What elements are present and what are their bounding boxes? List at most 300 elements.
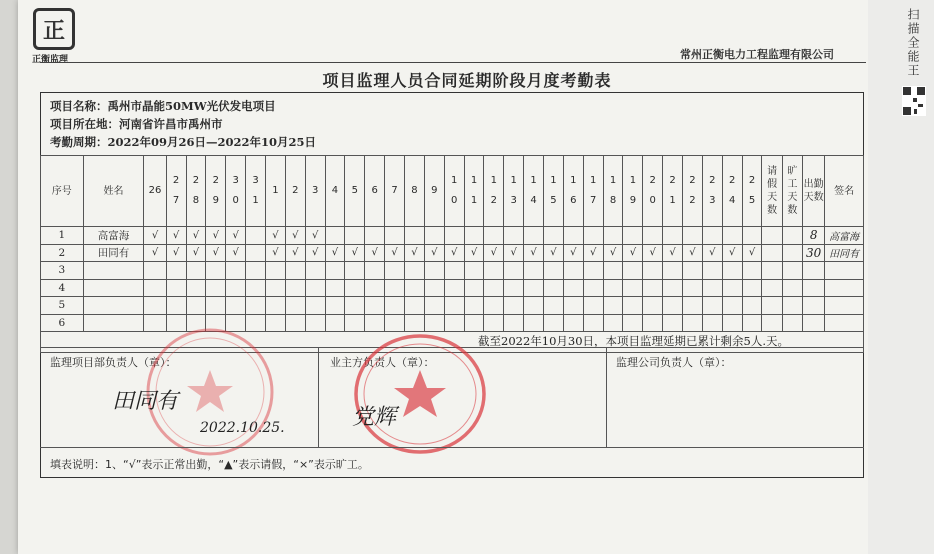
day-mark: √ [365,244,385,262]
day-mark [325,314,345,332]
day-mark [464,279,484,297]
day-mark [464,262,484,280]
day-mark [385,227,405,245]
logo-glyph: 正 [42,18,65,44]
row-present: 8 [803,227,825,245]
day-mark: √ [643,244,663,262]
header-day [186,156,206,227]
table-row [41,279,864,297]
day-mark [623,297,643,315]
day-label: 22 [689,175,696,206]
row-sign [825,297,864,315]
header-day [603,156,623,227]
day-mark [365,314,385,332]
day-mark [385,314,405,332]
day-mark: √ [663,244,683,262]
project-location: 项目所在地：河南省许昌市禹州市 [50,117,223,131]
day-mark [246,244,266,262]
day-mark [325,227,345,245]
header-day [623,156,643,227]
row-absent [782,297,802,315]
row-seq: 1 [41,227,84,245]
header-present: 出勤天数 [803,156,825,227]
day-mark [186,279,206,297]
row-leave [762,244,782,262]
day-label: 4 [331,185,339,196]
day-mark [623,279,643,297]
row-leave [762,314,782,332]
day-mark: √ [305,244,325,262]
day-mark [524,227,544,245]
day-mark [683,279,703,297]
day-mark [544,314,564,332]
day-label: 5 [351,185,359,196]
header-day [683,156,703,227]
day-mark [583,279,603,297]
day-mark [345,297,365,315]
day-label: 1 [272,185,279,196]
day-mark: √ [186,244,206,262]
day-mark [424,262,444,280]
day-label: 20 [649,175,656,206]
day-mark [544,279,564,297]
summary-text: 截至2022年10月30日，本项目监理延期已累计剩余5人.天。 [478,334,790,348]
day-mark [206,279,226,297]
day-mark [742,279,762,297]
row-absent [782,244,802,262]
header-day [544,156,564,227]
day-mark [305,297,325,315]
day-mark [444,297,464,315]
day-label: 25 [748,175,756,206]
header-day [405,156,425,227]
day-mark: √ [544,244,564,262]
document-title: 项目监理人员合同延期阶段月度考勤表 [322,71,612,90]
row-absent [782,227,802,245]
header-day [504,156,524,227]
header-day [166,156,186,227]
day-mark [325,297,345,315]
day-mark [444,314,464,332]
header-day [583,156,603,227]
day-mark [563,227,583,245]
row-name [83,314,144,332]
day-label: 24 [728,175,736,206]
day-mark [524,279,544,297]
row-present [803,297,825,315]
day-mark: √ [226,227,246,245]
day-mark [603,279,623,297]
day-mark [464,314,484,332]
header-day [325,156,345,227]
day-mark: √ [166,227,186,245]
day-mark: √ [206,244,226,262]
header-day [524,156,544,227]
day-mark [563,279,583,297]
day-mark [484,297,504,315]
day-mark [345,262,365,280]
signature-col-divider-1 [318,347,319,447]
day-mark [385,297,405,315]
row-name: 田同有 [83,244,144,262]
row-leave [762,279,782,297]
day-mark [683,297,703,315]
day-mark: √ [345,244,365,262]
day-label: 15 [550,175,557,206]
day-mark: √ [385,244,405,262]
day-mark [563,262,583,280]
row-sign: 田同有 [825,244,864,262]
supervisor-signature: 田同有 [112,389,179,414]
day-mark [583,227,603,245]
day-mark: √ [405,244,425,262]
header-day [144,156,166,227]
owner-signature: 党辉 [352,405,397,430]
day-mark [444,262,464,280]
day-label: 3 [311,185,319,196]
day-mark: √ [563,244,583,262]
day-mark [643,279,663,297]
header-seq: 序号 [41,156,84,227]
row-absent [782,262,802,280]
day-mark [444,279,464,297]
day-mark: √ [603,244,623,262]
day-mark [246,279,266,297]
row-name [83,262,144,280]
header-day [722,156,742,227]
day-mark [305,279,325,297]
day-mark: √ [702,244,722,262]
day-mark [603,297,623,315]
row-present [803,262,825,280]
day-mark [484,279,504,297]
day-mark [186,262,206,280]
day-mark [504,297,524,315]
day-mark [464,227,484,245]
day-mark [206,297,226,315]
day-mark [504,279,524,297]
day-mark [144,279,166,297]
day-label: 2 [292,185,299,196]
day-mark [643,297,663,315]
day-mark [424,227,444,245]
day-mark [265,262,285,280]
header-day [385,156,405,227]
owner-stamp [350,330,490,460]
day-mark [603,314,623,332]
day-label: 7 [391,185,398,196]
row-leave [762,297,782,315]
day-mark [683,262,703,280]
day-mark [484,262,504,280]
day-mark [643,262,663,280]
day-mark: √ [524,244,544,262]
day-mark [226,279,246,297]
day-label: 23 [709,175,716,206]
day-mark [325,262,345,280]
day-mark [722,297,742,315]
row-leave [762,262,782,280]
day-mark [544,262,564,280]
day-label: 18 [609,175,617,206]
day-mark [464,297,484,315]
day-mark [144,297,166,315]
day-mark: √ [742,244,762,262]
scanner-watermark: 扫描全能王 [906,8,920,78]
row-sign [825,314,864,332]
day-mark [166,279,186,297]
day-mark [365,279,385,297]
header-day [464,156,484,227]
day-mark [544,297,564,315]
day-mark: √ [464,244,484,262]
day-mark [623,262,643,280]
day-mark [702,262,722,280]
day-mark [186,297,206,315]
day-mark [663,314,683,332]
day-mark: √ [722,244,742,262]
owner-label: 业主方负责人（章）： [330,356,435,369]
day-mark [683,227,703,245]
day-mark [345,314,365,332]
supervisor-label: 监理项目部负责人（章）： [50,356,177,369]
day-mark [285,262,305,280]
day-mark: √ [325,244,345,262]
header-sign: 签名 [825,156,864,227]
day-mark [405,279,425,297]
day-mark [246,227,266,245]
day-mark: √ [186,227,206,245]
attendance-period: 考勤周期：2022年09月26日—2022年10月25日 [50,135,317,149]
day-label: 29 [212,175,220,206]
day-mark [285,279,305,297]
day-mark [405,297,425,315]
row-seq: 4 [41,279,84,297]
row-name [83,297,144,315]
day-mark [365,262,385,280]
row-seq: 6 [41,314,84,332]
day-mark [702,314,722,332]
row-sign: 高富海 [825,227,864,245]
day-label: 27 [172,175,180,206]
day-mark: √ [144,244,166,262]
day-mark [285,297,305,315]
company-logo [33,8,75,50]
day-mark: √ [265,244,285,262]
day-mark: √ [484,244,504,262]
table-row [41,297,864,315]
header-day [444,156,464,227]
day-label: 11 [470,175,478,206]
day-label: 16 [570,175,577,206]
note-divider [40,447,864,448]
day-mark [544,227,564,245]
day-label: 13 [510,175,517,206]
row-sign [825,262,864,280]
day-mark [583,262,603,280]
day-mark [265,279,285,297]
day-mark [583,314,603,332]
day-mark [702,279,722,297]
day-mark [144,262,166,280]
header-day [702,156,722,227]
row-absent [782,279,802,297]
day-mark [305,262,325,280]
day-label: 10 [450,175,458,206]
day-mark [663,279,683,297]
day-mark [484,314,504,332]
day-label: 9 [431,185,438,196]
day-mark [663,262,683,280]
day-mark [603,227,623,245]
header-day [246,156,266,227]
day-mark [424,314,444,332]
day-mark [742,314,762,332]
day-mark [405,262,425,280]
day-mark: √ [144,227,166,245]
day-label: 30 [232,175,239,206]
day-mark [683,314,703,332]
day-mark [405,227,425,245]
day-mark [742,262,762,280]
day-mark [583,297,603,315]
day-label: 12 [490,175,498,206]
header-day [206,156,226,227]
day-mark: √ [206,227,226,245]
day-mark [722,227,742,245]
day-label: 6 [371,185,378,196]
day-label: 28 [192,175,200,206]
day-mark [702,227,722,245]
day-mark [385,279,405,297]
project-name: 项目名称：禹州市晶能50MW光伏发电项目 [50,99,276,113]
day-mark [504,227,524,245]
row-seq: 3 [41,262,84,280]
header-day [663,156,683,227]
day-mark [742,227,762,245]
day-mark [345,227,365,245]
header-leave: 请假天数 [762,156,782,227]
day-mark: √ [285,244,305,262]
day-mark [226,297,246,315]
day-mark: √ [583,244,603,262]
header-day [265,156,285,227]
header-day [424,156,444,227]
day-mark [424,297,444,315]
header-absent: 旷工天数 [782,156,802,227]
row-present [803,314,825,332]
day-mark [663,297,683,315]
row-sign [825,279,864,297]
row-name: 高富海 [83,227,144,245]
day-mark: √ [623,244,643,262]
day-mark [405,314,425,332]
day-mark [345,279,365,297]
day-mark [623,314,643,332]
header-rule [40,62,866,63]
day-mark [206,262,226,280]
day-mark [226,262,246,280]
day-mark [524,262,544,280]
table-row [41,244,864,262]
day-mark [663,227,683,245]
day-mark: √ [265,227,285,245]
header-day [484,156,504,227]
day-mark [385,262,405,280]
company-label: 监理公司负责人（章）： [616,356,732,369]
day-label: 21 [669,175,676,206]
day-mark: √ [424,244,444,262]
day-mark [722,314,742,332]
day-mark [504,262,524,280]
day-mark: √ [226,244,246,262]
header-day [643,156,663,227]
day-mark [563,314,583,332]
day-mark [325,279,345,297]
day-mark: √ [305,227,325,245]
row-present: 30 [803,244,825,262]
day-mark [246,297,266,315]
day-mark [166,297,186,315]
row-absent [782,314,802,332]
row-seq: 5 [41,297,84,315]
signature-col-divider-2 [606,347,607,447]
day-label: 26 [148,185,162,196]
header-day [285,156,305,227]
day-label: 8 [411,185,418,196]
row-seq: 2 [41,244,84,262]
day-mark [623,227,643,245]
day-mark [504,314,524,332]
row-present [803,279,825,297]
fill-note: 填表说明：1、“√”表示正常出勤，“▲”表示请假，“×”表示旷工。 [50,458,369,471]
day-mark: √ [166,244,186,262]
day-mark: √ [683,244,703,262]
day-mark [742,297,762,315]
header-day [365,156,385,227]
supervisor-date: 2022.10.25. [200,420,285,436]
day-label: 14 [530,175,537,206]
company-name: 常州正衡电力工程监理有限公司 [680,48,834,61]
header-day [563,156,583,227]
row-name [83,279,144,297]
day-mark [444,227,464,245]
day-mark [166,262,186,280]
day-mark: √ [444,244,464,262]
day-label: 31 [252,175,259,206]
table-row [41,262,864,280]
table-row [41,227,864,245]
day-mark [702,297,722,315]
header-day [305,156,325,227]
day-mark [484,227,504,245]
header-day [226,156,246,227]
day-mark [524,297,544,315]
row-leave [762,227,782,245]
day-mark [563,297,583,315]
header-name: 姓名 [83,156,144,227]
day-mark [285,314,305,332]
day-mark [305,314,325,332]
day-mark [365,227,385,245]
day-mark [603,262,623,280]
day-mark [365,297,385,315]
day-label: 19 [629,175,637,206]
day-mark [424,279,444,297]
day-mark [722,279,742,297]
header-day [345,156,365,227]
day-mark [643,314,663,332]
